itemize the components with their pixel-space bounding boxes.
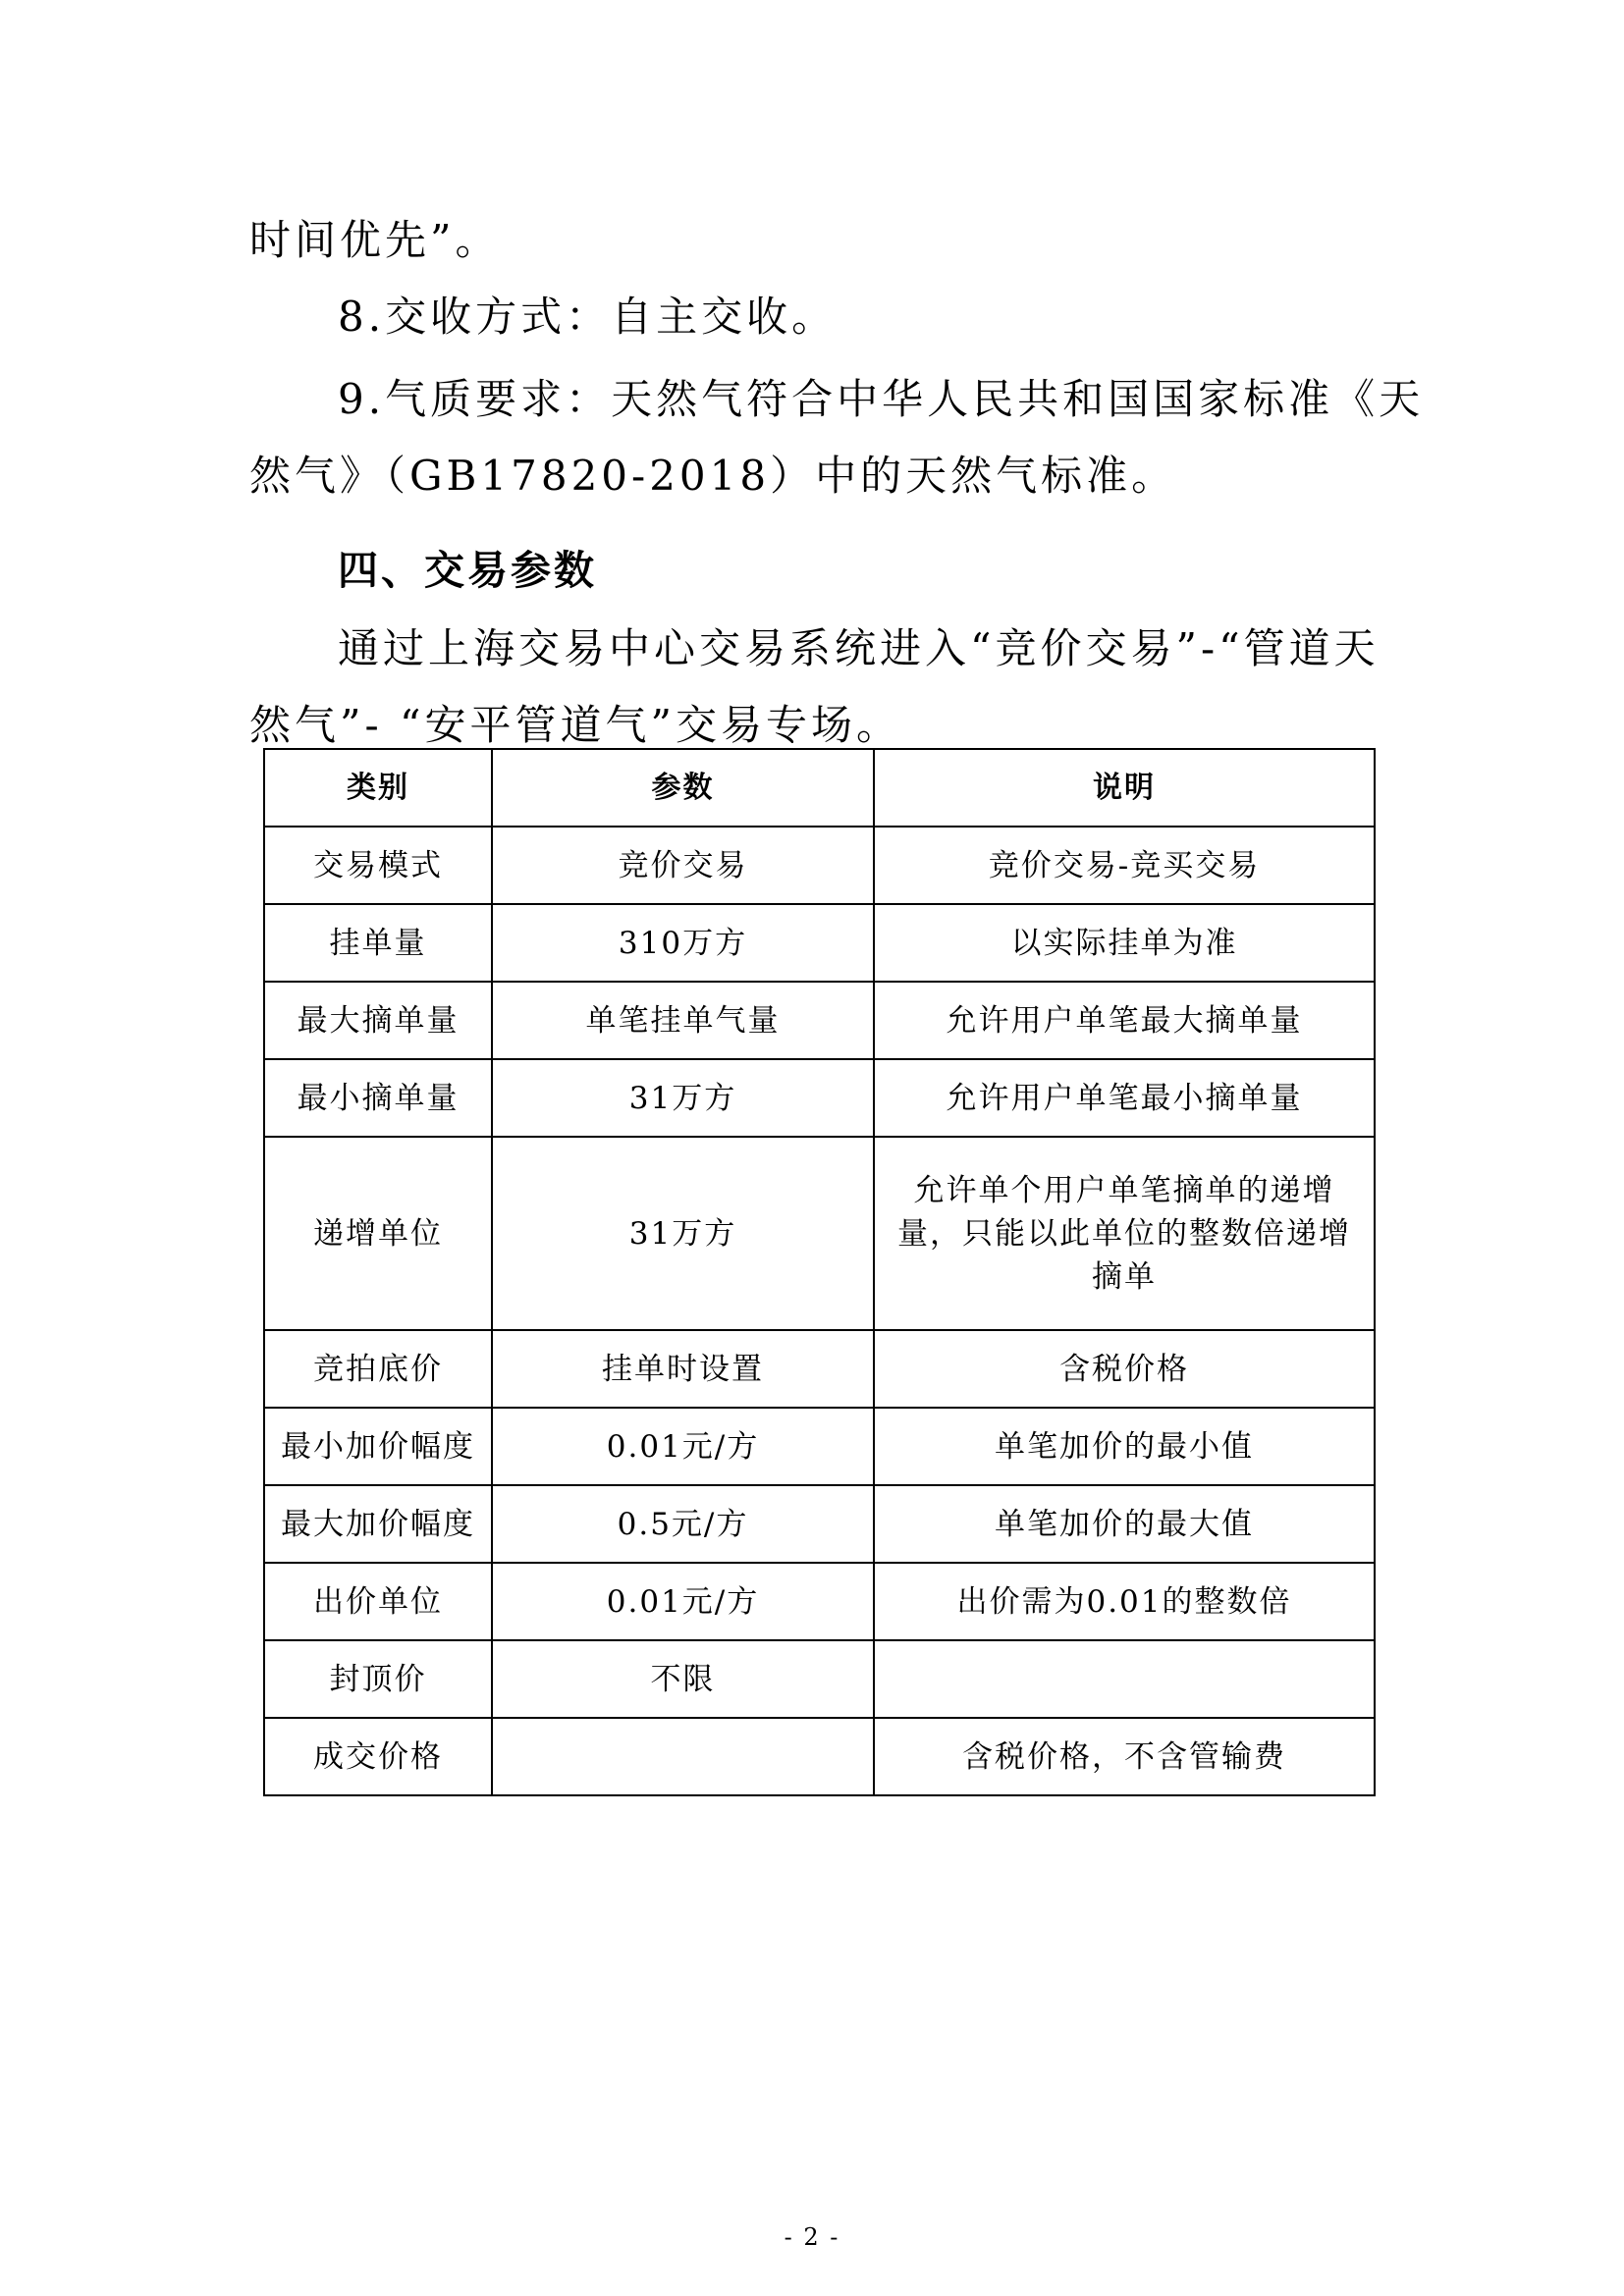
table-row (264, 1137, 1375, 1330)
cell-parameter: 竞价交易 (492, 827, 874, 904)
cell-description: 允许用户单笔最小摘单量 (874, 1059, 1375, 1137)
table-row (264, 1408, 1375, 1485)
cell-category: 竞拍底价 (264, 1330, 492, 1408)
table-row (264, 1640, 1375, 1718)
cell-category: 最小摘单量 (264, 1059, 492, 1137)
cell-parameter: 不限 (492, 1640, 874, 1718)
table-row (264, 1059, 1375, 1137)
cell-parameter: 31万方 (492, 1059, 874, 1137)
cell-parameter: 单笔挂单气量 (492, 982, 874, 1059)
cell-description: 出价需为0.01的整数倍 (874, 1563, 1375, 1640)
table-row (264, 1330, 1375, 1408)
cell-parameter: 310万方 (492, 904, 874, 982)
cell-category: 递增单位 (264, 1137, 492, 1330)
cell-category: 最小加价幅度 (264, 1408, 492, 1485)
cell-category: 挂单量 (264, 904, 492, 982)
paragraph-line: 9.气质要求：天然气符合中华人民共和国国家标准《天 (338, 375, 1425, 423)
table-header-row (264, 749, 1375, 827)
paragraph-line: 通过上海交易中心交易系统进入“竞价交易”-“管道天 (338, 624, 1380, 672)
header-parameter: 参数 (492, 749, 874, 827)
table-row (264, 1485, 1375, 1563)
cell-description: 含税价格 (874, 1330, 1375, 1408)
cell-parameter: 0.5元/方 (492, 1485, 874, 1563)
header-description: 说明 (874, 749, 1375, 827)
paragraph-line: 8.交收方式：自主交收。 (338, 293, 838, 341)
cell-parameter: 31万方 (492, 1137, 874, 1330)
paragraph-line: 时间优先”。 (249, 216, 501, 264)
cell-description: 竞价交易-竞买交易 (874, 827, 1375, 904)
cell-description: 允许用户单笔最大摘单量 (874, 982, 1375, 1059)
header-category: 类别 (264, 749, 492, 827)
cell-description: 单笔加价的最大值 (874, 1485, 1375, 1563)
cell-category: 交易模式 (264, 827, 492, 904)
cell-parameter: 挂单时设置 (492, 1330, 874, 1408)
cell-category: 出价单位 (264, 1563, 492, 1640)
cell-description: 以实际挂单为准 (874, 904, 1375, 982)
paragraph-line: 然气》（GB17820-2018）中的天然气标准。 (249, 452, 1177, 500)
cell-parameter: 0.01元/方 (492, 1408, 874, 1485)
cell-category: 封顶价 (264, 1640, 492, 1718)
cell-description: 单笔加价的最小值 (874, 1408, 1375, 1485)
table-row (264, 1718, 1375, 1795)
page-number: - 2 - (784, 2223, 840, 2251)
cell-parameter: 0.01元/方 (492, 1563, 874, 1640)
table-row (264, 827, 1375, 904)
trading-parameters-table (263, 748, 1376, 1796)
cell-description: 含税价格，不含管输费 (874, 1718, 1375, 1795)
table-row (264, 982, 1375, 1059)
cell-category: 最大加价幅度 (264, 1485, 492, 1563)
cell-category: 最大摘单量 (264, 982, 492, 1059)
cell-category: 成交价格 (264, 1718, 492, 1795)
cell-description (874, 1640, 1375, 1718)
cell-parameter (492, 1718, 874, 1795)
table-row (264, 1563, 1375, 1640)
cell-description: 允许单个用户单笔摘单的递增量，只能以此单位的整数倍递增摘单 (874, 1137, 1375, 1330)
section-heading: 四、交易参数 (338, 547, 597, 594)
table-row (264, 904, 1375, 982)
paragraph-line: 然气”- “安平管道气”交易专场。 (249, 701, 901, 749)
